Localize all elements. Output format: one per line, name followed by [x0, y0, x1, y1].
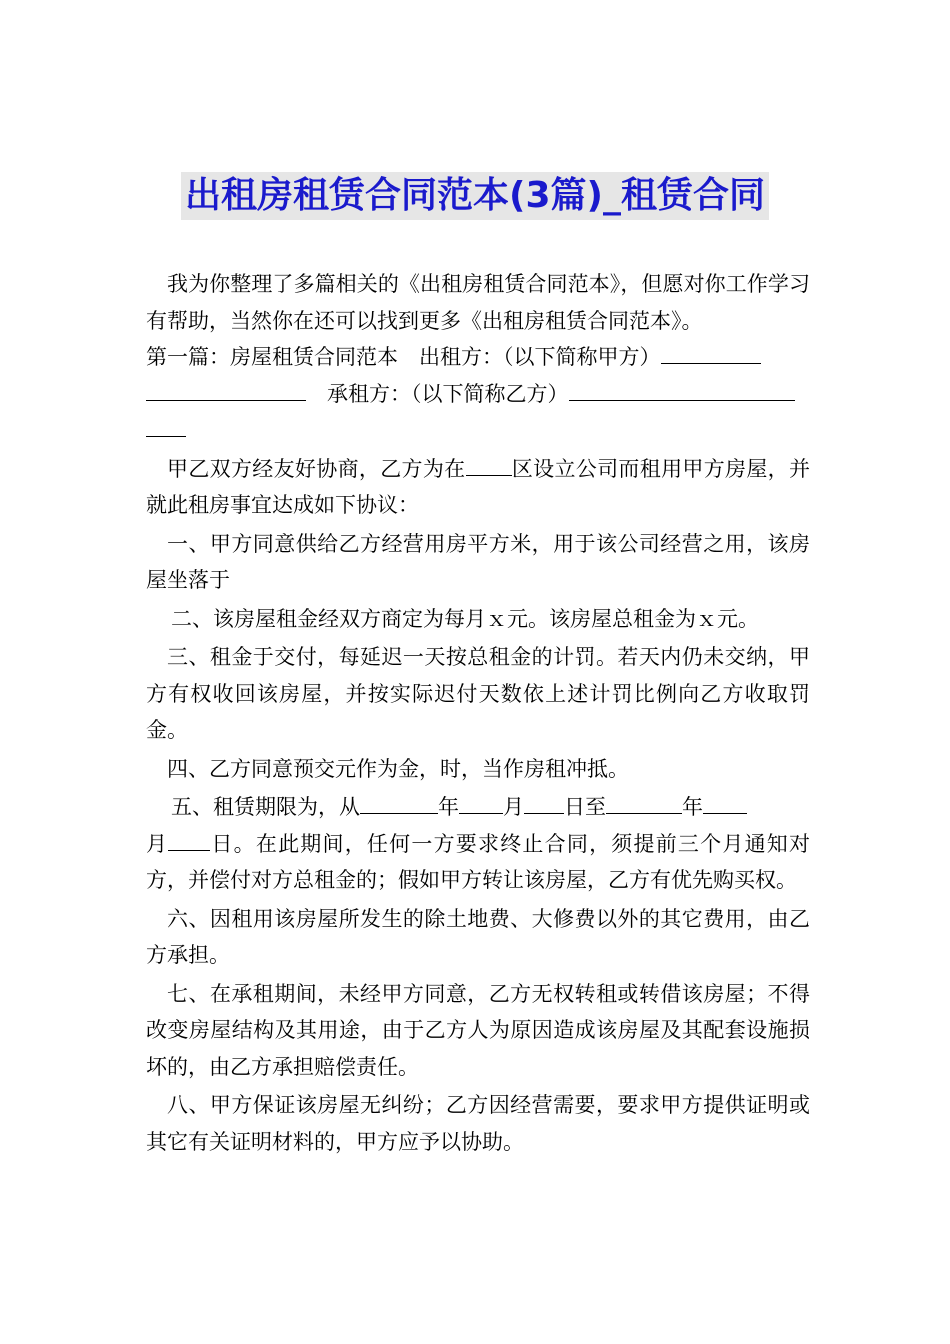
start-year-blank	[360, 793, 438, 814]
end-day-blank	[168, 830, 210, 851]
clause-5-day-1: 日至	[564, 795, 606, 819]
intro-text: 我为你整理了多篇相关的《出租房租赁合同范本》，但愿对你工作学习有帮助，当然你在还可以找到更多《出租房租赁合同范本》。	[146, 272, 810, 333]
intro-paragraph	[146, 266, 810, 339]
clause-5-month-1: 月	[503, 795, 524, 819]
clause-7	[146, 976, 810, 1086]
clause-3	[146, 639, 810, 749]
lessor-blank-cont	[146, 380, 306, 401]
document-title: 出租房租赁合同范本(3篇)_租赁合同	[181, 172, 769, 220]
clause-4	[146, 751, 810, 788]
clause-4-text: 四、乙方同意预交元作为金，时，当作房租冲抵。	[167, 756, 629, 781]
lessee-blank	[569, 380, 795, 401]
first-article-lessor: 第一篇：房屋租赁合同范本 出租方：（以下简称甲方）	[146, 345, 661, 369]
preamble-text-a: 甲乙双方经友好协商，乙方为在	[167, 456, 466, 481]
clause-5	[146, 789, 810, 899]
clause-2	[146, 601, 810, 638]
clause-5-text-a: 五、租赁期限为，从	[171, 795, 360, 819]
end-year-blank	[606, 793, 682, 814]
clause-5-year-2: 年	[682, 795, 703, 819]
start-month-blank	[459, 793, 503, 814]
end-month-blank	[703, 793, 747, 814]
clause-1	[146, 526, 810, 599]
clause-5-text-b: 日。在此期间，任何一方要求终止合同，须提前三个月通知对方，并偿付对方总租金的；假如甲方转让该房屋，乙方有优先购买权。	[146, 831, 811, 892]
clause-8-text: 八、甲方保证该房屋无纠纷；乙方因经营需要，要求甲方提供证明或其它有关证明材料的，甲方应予以协助。	[146, 1093, 810, 1154]
clause-6	[146, 901, 810, 974]
lessee-blank-cont	[146, 416, 186, 437]
title-wrap	[0, 172, 950, 220]
clause-7-text: 七、在承租期间，未经甲方同意，乙方无权转租或转借该房屋；不得改变房屋结构及其用途，由于乙方人为原因造成该房屋及其配套设施损坏的，由乙方承担赔偿责任。	[146, 981, 810, 1079]
clause-8	[146, 1087, 810, 1160]
start-day-blank	[524, 793, 564, 814]
district-blank	[466, 455, 512, 476]
clause-6-text: 六、因租用该房屋所发生的除土地费、大修费以外的其它费用，由乙方承担。	[146, 906, 810, 967]
clause-1-text: 一、甲方同意供给乙方经营用房平方米，用于该公司经营之用，该房屋坐落于	[146, 531, 810, 592]
clause-5-month-2: 月	[146, 831, 169, 856]
document-body	[146, 266, 810, 1160]
lessor-blank	[661, 343, 761, 364]
first-article-header	[146, 339, 810, 449]
clause-3-text: 三、租金于交付，每延迟一天按总租金的计罚。若天内仍未交纳，甲方有权收回该房屋，并按实际迟付天数依上述计罚比例向乙方收取罚金。	[146, 645, 810, 742]
clause-5-year-1: 年	[438, 795, 459, 819]
first-article-lessee: 承租方：（以下简称乙方）	[327, 381, 569, 406]
clause-2-text: 二、该房屋租金经双方商定为每月ｘ元。该房屋总租金为ｘ元。	[171, 606, 759, 631]
agreement-preamble	[146, 451, 810, 524]
preamble-text-b: 区设立公司而租用甲方房屋，并就此租房事宜达成如下协议：	[146, 456, 810, 517]
